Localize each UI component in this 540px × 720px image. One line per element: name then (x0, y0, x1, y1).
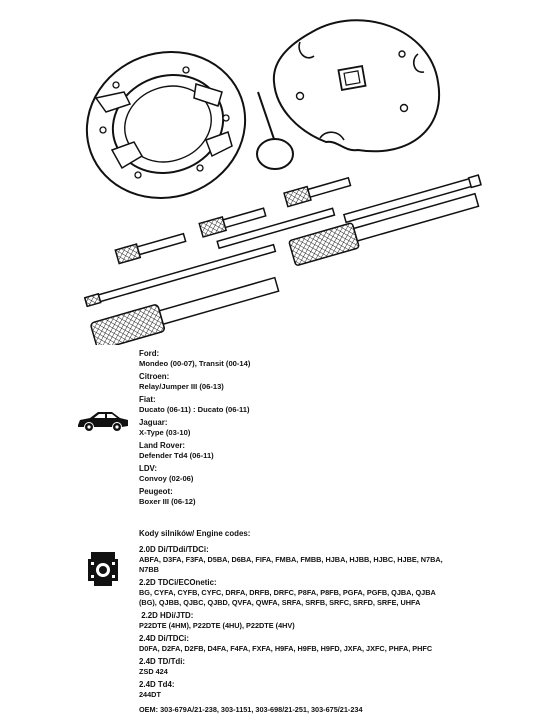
vehicle-models: Mondeo (00-07), Transit (00-14) (139, 359, 251, 368)
tool-set-illustration (0, 0, 540, 345)
engine-group-label: 2.0D Di/TDdi/TDCi: (139, 545, 209, 554)
vehicle-models: Relay/Jumper III (06-13) (139, 382, 224, 391)
vehicle-entry (139, 487, 529, 507)
engine-code-line: D0FA, D2FA, D2FB, D4FA, F4FA, FXFA, H9FA, H9FB, H9FD, JXFA, JXFC, PHFA, PHFC (139, 644, 433, 653)
engine-code-line: ABFA, D3FA, F3FA, D5BA, D6BA, FIFA, FMBA, FMBB, HJBA, HJBB, HJBC, HJBE, N7BA, (139, 555, 443, 564)
engine-group (139, 545, 529, 575)
vehicle-models: Defender Td4 (06-11) (139, 451, 214, 460)
engine-code-line: ZSD 424 (139, 667, 168, 676)
engine-group (139, 657, 529, 677)
vehicle-models: X-Type (03-10) (139, 428, 191, 437)
engine-group (139, 611, 529, 631)
engine-group (139, 634, 529, 654)
engine-code-line: N7BB (139, 565, 159, 574)
engine-code-line: 244DT (139, 690, 161, 699)
engine-group-label: 2.4D Di/TDCi: (139, 634, 189, 643)
engine-group-label: 2.4D TD/Tdi: (139, 657, 186, 666)
alignment-disc (274, 20, 439, 151)
engine-group-label: 2.2D HDi/JTD: (139, 611, 194, 620)
flywheel-ring (66, 30, 266, 220)
vehicle-entry (139, 418, 529, 438)
vehicle-make: Land Rover: (139, 441, 186, 450)
engine-codes-heading: Kody silników/ Engine codes: (139, 529, 251, 538)
car-icon (76, 405, 130, 435)
engine-group-label: 2.4D Td4: (139, 680, 175, 689)
vehicle-make: Ford: (139, 349, 160, 358)
engine-code-line: BG, CYFA, CYFB, CYFC, DRFA, DRFB, DRFC, P8FA, P8FB, PGFA, PGFB, QJBA, QJBA (139, 588, 436, 597)
engine-codes-section (139, 529, 529, 715)
vehicle-make: Fiat: (139, 395, 156, 404)
vehicle-entry (139, 395, 529, 415)
vehicle-entry (139, 372, 529, 392)
engine-code-line: (BG), QJBB, QJBC, QJBD, QVFA, QWFA, SRFA, SRFB, SRFC, SRFD, SRFE, UHFA (139, 598, 421, 607)
vehicle-models: Boxer III (06-12) (139, 497, 196, 506)
engine-code-line: P22DTE (4HM), P22DTE (4HU), P22DTE (4HV) (139, 621, 295, 630)
vehicle-make: LDV: (139, 464, 157, 473)
vehicle-make: Jaguar: (139, 418, 168, 427)
vehicle-entry (139, 441, 529, 461)
vehicle-make: Peugeot: (139, 487, 173, 496)
vehicle-entry (139, 464, 529, 484)
vehicle-models: Ducato (06-11) : Ducato (06-11) (139, 405, 250, 414)
engine-icon (86, 548, 120, 588)
timing-pins (85, 175, 481, 345)
engine-group (139, 680, 529, 700)
engine-group (139, 578, 529, 608)
vehicle-applications (139, 349, 529, 507)
vehicle-list (139, 349, 529, 507)
oem-numbers: OEM: 303-679A/21-238, 303-1151, 303-698/21-251, 303-675/21-234 (139, 705, 363, 714)
vehicle-models: Convoy (02-06) (139, 474, 194, 483)
vehicle-entry (139, 349, 529, 369)
vehicle-make: Citroen: (139, 372, 170, 381)
engine-group-label: 2.2D TDCi/ECOnetic: (139, 578, 217, 587)
